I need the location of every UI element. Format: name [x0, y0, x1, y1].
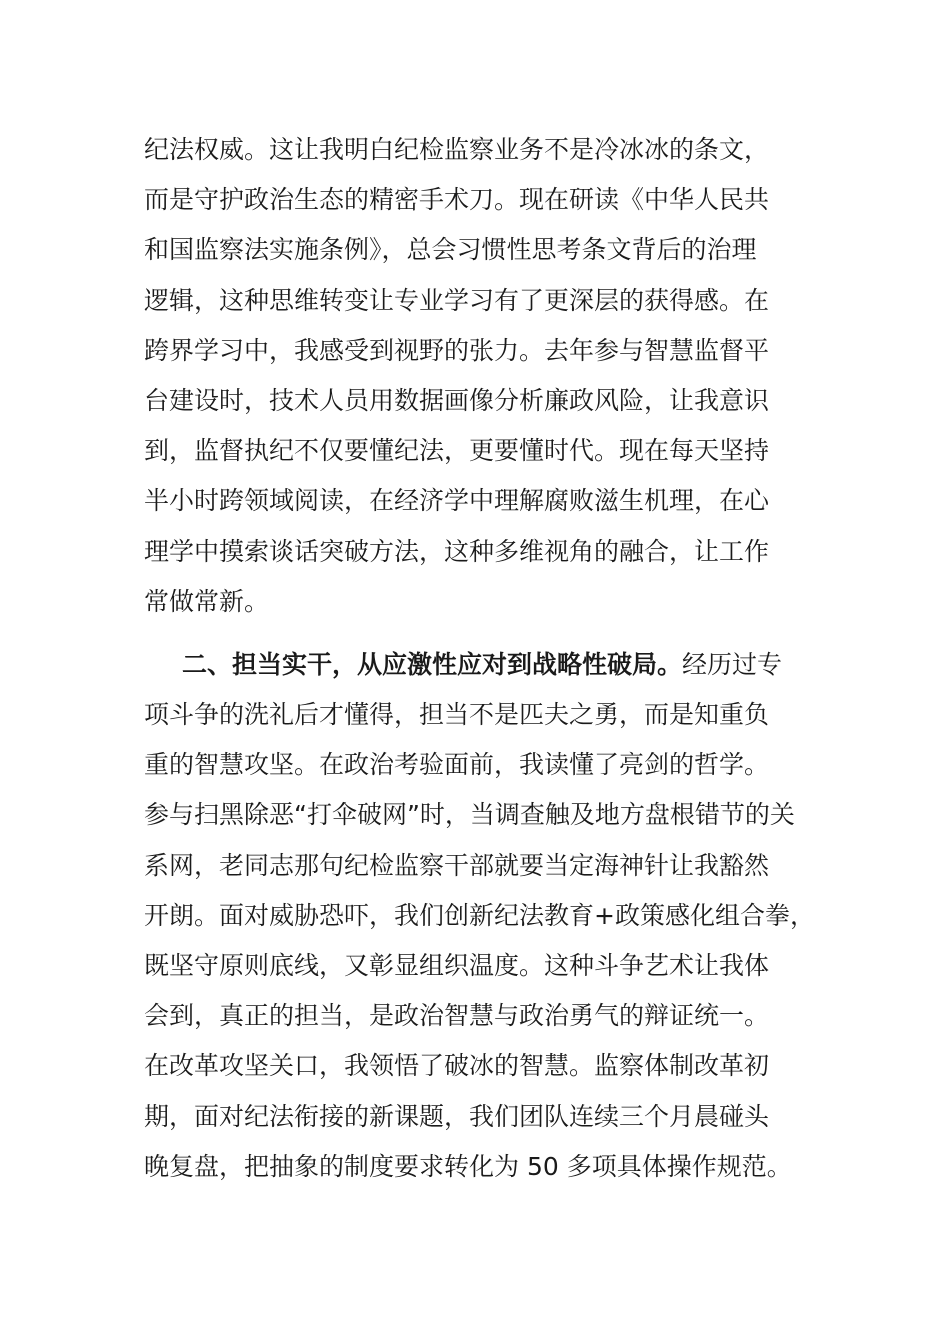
section-heading: 二、担当实干，从应激性应对到战略性破局。 [182, 649, 683, 679]
text-line: 既坚守原则底线，又彰显组织温度。这种斗争艺术让我体 [144, 951, 770, 980]
heading-line-continuation: 经历过专 [682, 649, 783, 679]
text-line: 逻辑，这种思维转变让专业学习有了更深层的获得感。在 [144, 285, 770, 315]
text-line: 重的智慧攻坚。在政治考验面前，我读懂了亮剑的哲学。 [144, 750, 770, 780]
text-line: 和国监察法实施条例》，总会习惯性思考条文背后的治理 [144, 235, 757, 265]
text-line: 半小时跨领域阅读，在经济学中理解腐败滋生机理，在心 [144, 486, 770, 516]
paragraph-gap [144, 627, 844, 640]
text-line: 参与扫黑除恶“打伞破网”时，当调查触及地方盘根错节的关 [144, 800, 795, 830]
section-heading-line [144, 640, 844, 690]
text-line: 台建设时，技术人员用数据画像分析廉政风险，让我意识 [144, 385, 770, 415]
text-line: 晚复盘，把抽象的制度要求转化为 50 多项具体操作规范。 [144, 1151, 792, 1181]
text-line: 跨界学习中，我感受到视野的张力。去年参与智慧监督平 [144, 335, 770, 365]
text-line: 系网，老同志那句纪检监察干部就要当定海神针让我豁然 [144, 850, 770, 880]
text-line: 纪法权威。这让我明白纪检监察业务不是冷冰冰的条文， [144, 135, 770, 164]
text-line: 到，监督执纪不仅要懂纪法，更要懂时代。现在每天坚持 [144, 436, 770, 466]
paragraph-1 [144, 125, 844, 627]
text-line: 期，面对纪法衔接的新课题，我们团队连续三个月晨碰头 [144, 1101, 770, 1131]
document-body [144, 125, 844, 1192]
text-line: 在改革攻坚关口，我领悟了破冰的智慧。监察体制改革初 [144, 1051, 770, 1081]
text-line: 会到，真正的担当，是政治智慧与政治勇气的辩证统一。 [144, 1001, 770, 1031]
paragraph-2 [144, 640, 844, 1192]
text-line: 理学中摸索谈话突破方法，这种多维视角的融合，让工作 [144, 536, 770, 566]
text-line: 项斗争的洗礼后才懂得，担当不是匹夫之勇，而是知重负 [144, 700, 770, 730]
text-line: 常做常新。 [144, 586, 270, 616]
text-line: 开朗。面对威胁恐吓，我们创新纪法教育+政策感化组合拳， [144, 900, 815, 930]
text-line: 而是守护政治生态的精密手术刀。现在研读《中华人民共 [144, 185, 770, 215]
